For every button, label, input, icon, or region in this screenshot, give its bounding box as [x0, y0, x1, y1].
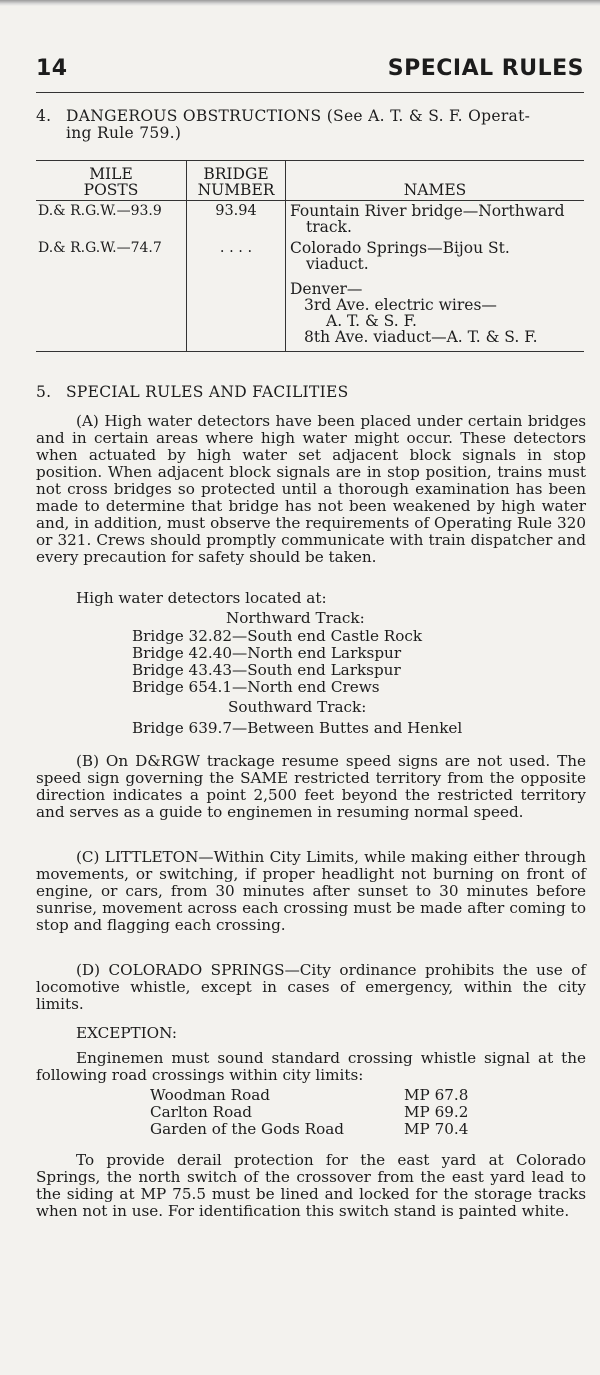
section-5-heading: [36, 383, 584, 401]
cell-mile-post: [36, 275, 187, 352]
page-number: 14: [36, 56, 68, 81]
table-row: [36, 238, 584, 275]
cell-mile-post: D.& R.G.W.—74.7: [36, 238, 187, 275]
page-header: [36, 56, 584, 86]
page-title: SPECIAL RULES: [387, 56, 584, 81]
section-4-title-line1: DANGEROUS OBSTRUCTIONS (See A. T. & S. F. Operat-: [66, 107, 531, 125]
cell-bridge-number: 93.94: [187, 201, 286, 239]
cell-mile-post: D.& R.G.W.—93.9: [36, 201, 187, 239]
table-row: [36, 201, 584, 239]
cell-names: Colorado Springs—Bijou St. viaduct.: [290, 239, 510, 273]
col-header-names: NAMES: [286, 160, 585, 201]
paragraph-d: (D) COLORADO SPRINGS—City ordinance prohibits the use of locomotive whistle, except in cases of emergency, within the city limits.: [36, 961, 586, 1013]
table-header-row: [36, 160, 584, 201]
crossings-list: [150, 1087, 480, 1138]
cell-names: Denver— 3rd Ave. electric wires— A. T. & S. F. 8th Ave. viaduct—A. T. & S. F.: [286, 275, 585, 352]
southward-item: Bridge 639.7—Between Buttes and Henkel: [132, 719, 463, 737]
obstructions-table: [36, 160, 584, 352]
section-4-number: 4.: [36, 107, 52, 125]
paragraph-c: (C) LITTLETON—Within City Limits, while making either through movements, or switching, if proper headlight not burning on front of engine, or cars, from 30 minutes after sunset to 30 minutes before sunrise, movement across each crossing must be made after coming to stop and flagging each crossing.: [36, 848, 586, 934]
northward-item: Bridge 42.40—North end Larkspur: [132, 644, 402, 662]
crossing-row: Carlton Road MP 69.2: [150, 1103, 469, 1121]
cell-names: Fountain River bridge—Northward track.: [290, 202, 565, 236]
detectors-intro: High water detectors located at:: [76, 589, 327, 607]
exception-text: Enginemen must sound standard crossing whistle signal at the following road crossings within city limits:: [36, 1049, 586, 1084]
cell-bridge-number: [187, 275, 286, 352]
section-4-heading: [36, 108, 584, 142]
section-5-number: 5.: [36, 383, 52, 401]
col-header-bridge-number: BRIDGE NUMBER: [187, 160, 286, 201]
northward-item: Bridge 32.82—South end Castle Rock: [132, 627, 423, 645]
exception-heading: EXCEPTION:: [76, 1024, 178, 1042]
crossing-row: Woodman Road MP 67.8: [150, 1086, 469, 1104]
paragraph-a: (A) High water detectors have been placed under certain bridges and in certain areas where high water might occur. These detectors when actuated by high water set adjacent block signals in stop position. When adjacent block signals are in stop position, trains must not cross bridges so protected until a thorough examination has been made to determine that bridge has not been weakened by high water and, in addition, must observe the requirements of Operating Rule 320 or 321. Crews should promptly communicate with train dispatcher and every precaution for safety should be taken.: [36, 412, 586, 566]
southward-heading: Southward Track:: [228, 698, 367, 716]
paragraph-final: To provide derail protection for the east yard at Colorado Springs, the north switch of the crossover from the east yard lead to the siding at MP 75.5 must be lined and locked for the storage tracks when not in use. For identification this switch stand is painted white.: [36, 1151, 586, 1220]
section-5-title: SPECIAL RULES AND FACILITIES: [66, 383, 349, 401]
cell-bridge-number: . . . .: [187, 238, 286, 275]
northward-item: Bridge 654.1—North end Crews: [132, 678, 380, 696]
table-row: [36, 275, 584, 352]
northward-item: Bridge 43.43—South end Larkspur: [132, 661, 401, 679]
crossing-row: Garden of the Gods Road MP 70.4: [150, 1120, 469, 1138]
col-header-mile-posts: MILE POSTS: [36, 160, 187, 201]
paragraph-b: (B) On D&RGW trackage resume speed signs are not used. The speed sign governing the SAME restricted territory from the opposite direction indicates a point 2,500 feet beyond the restricted territory and serves as a guide to enginemen in resuming normal speed.: [36, 752, 586, 821]
page-edge: [0, 0, 600, 6]
section-4-title-line2: ing Rule 759.): [66, 124, 182, 142]
header-rule: [36, 92, 584, 93]
northward-heading: Northward Track:: [226, 609, 365, 627]
